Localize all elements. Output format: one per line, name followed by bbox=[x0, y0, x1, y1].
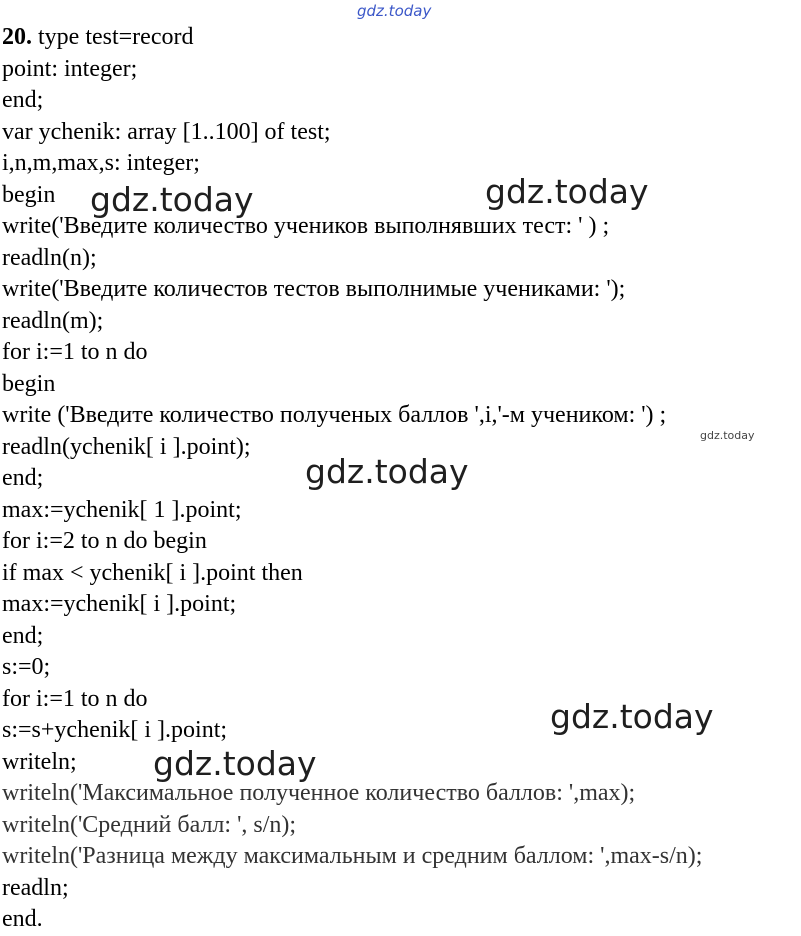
watermark: gdz.today bbox=[153, 744, 317, 783]
task-number: 20. bbox=[2, 24, 32, 50]
watermark: gdz.today bbox=[90, 180, 254, 219]
watermark: gdz.today bbox=[305, 452, 469, 491]
code-line-15: end; bbox=[2, 465, 44, 491]
pascal-code-listing bbox=[2, 22, 801, 936]
code-line-19: max:=ychenik[ i ].point; bbox=[2, 591, 237, 617]
code-line-9: write('Введите количестов тестов выполнимые учениками: '); bbox=[2, 276, 626, 302]
code-line-26: writeln('Средний балл: ', s/n); bbox=[2, 811, 297, 838]
code-line-27: writeln('Разница между максимальным и средним баллом: ',max-s/n); bbox=[2, 843, 703, 869]
code-line-24: writeln; bbox=[2, 748, 77, 775]
code-line-20: end; bbox=[2, 622, 44, 649]
code-line-25: writeln('Максимальное полученное количество баллов: ',max); bbox=[2, 780, 636, 806]
code-line-12: begin bbox=[2, 370, 56, 397]
code-line-28: readln; bbox=[2, 874, 69, 901]
code-line-1 bbox=[2, 22, 801, 54]
code-line-23: s:=s+ychenik[ i ].point; bbox=[2, 717, 228, 743]
code-line-text: type test=record bbox=[32, 24, 194, 50]
code-line-29: end. bbox=[2, 906, 43, 932]
code-line-17: for i:=2 to n do begin bbox=[2, 528, 207, 554]
watermark: gdz.today bbox=[550, 697, 714, 736]
watermark: gdz.today bbox=[485, 172, 649, 211]
code-line-4: var ychenik: array [1..100] of test; bbox=[2, 118, 331, 145]
watermark-top: gdz.today bbox=[357, 2, 432, 20]
watermark-small: gdz.today bbox=[700, 429, 755, 442]
code-line-8: readln(n); bbox=[2, 244, 97, 271]
code-line-16: max:=ychenik[ 1 ].point; bbox=[2, 496, 242, 523]
code-line-13: write ('Введите количество полученых баллов ',i,'-м учеником: ') ; bbox=[2, 402, 667, 428]
code-line-14: readln(ychenik[ i ].point); bbox=[2, 433, 251, 460]
code-line-3: end; bbox=[2, 87, 44, 113]
code-line-7: write('Введите количество учеников выполнявших тест: ' ) ; bbox=[2, 213, 610, 239]
code-line-22: for i:=1 to n do bbox=[2, 685, 148, 712]
code-line-18: if max < ychenik[ i ].point then bbox=[2, 559, 303, 586]
code-line-11: for i:=1 to n do bbox=[2, 339, 148, 365]
code-line-10: readln(m); bbox=[2, 307, 104, 334]
code-line-5: i,n,m,max,s: integer; bbox=[2, 150, 200, 176]
code-line-2: point: integer; bbox=[2, 55, 138, 82]
code-line-6: begin bbox=[2, 181, 56, 208]
code-line-21: s:=0; bbox=[2, 654, 51, 680]
